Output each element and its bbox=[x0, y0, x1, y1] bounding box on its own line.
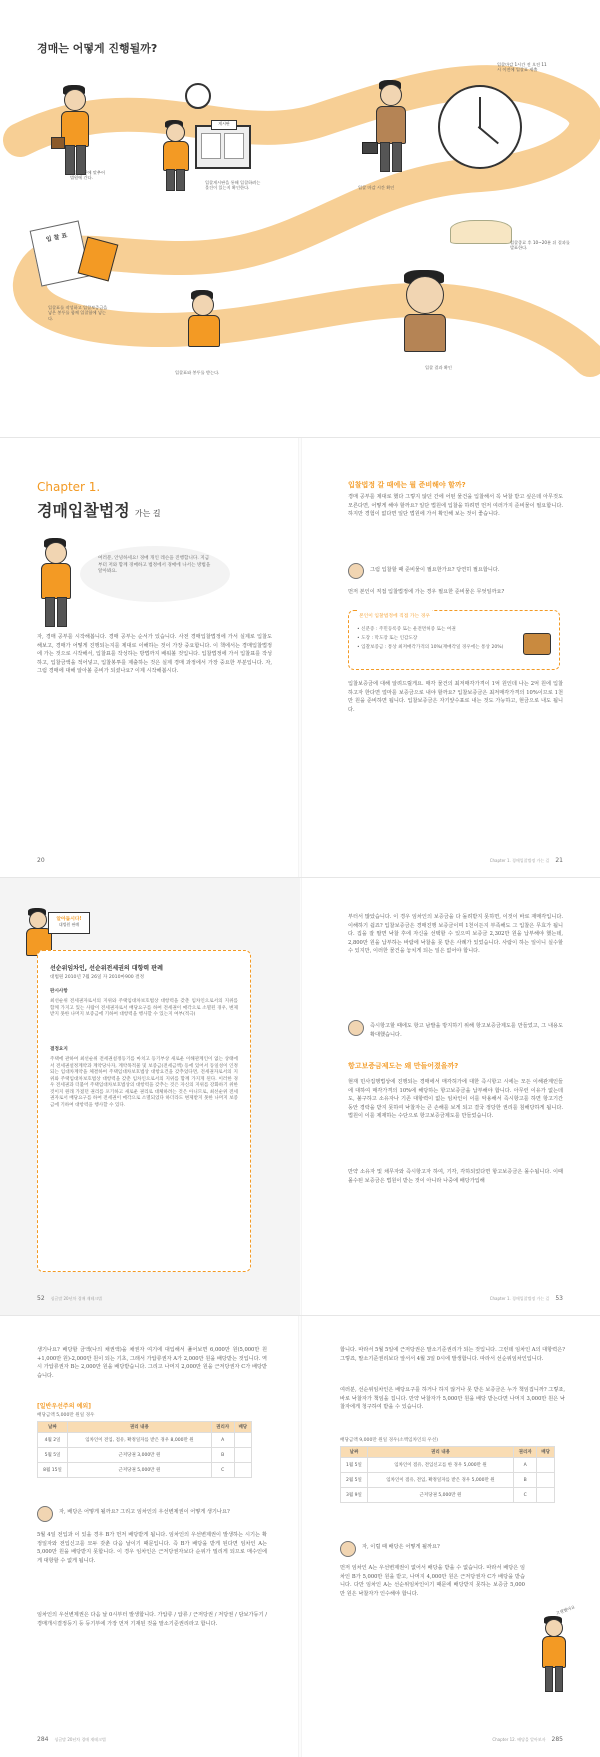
case-box bbox=[37, 950, 251, 1272]
info-item: • 입찰보증금 : 통상 최저매각가격의 10%(재매각일 경우에는 통상 20%) bbox=[357, 645, 504, 650]
right-paragraph-1: 합니다. 따라서 5월 5일에 근저당권은 말소기준권리가 되는 것입니다. 그런데 임차인 A의 대항력은? 그렇죠, 말소기준권리보다 앞서서 4월 3일 0시에 발생합니다. 따라서 선순위임차인입니다. bbox=[340, 1347, 565, 1362]
decision-text: 주택에 관하여 최선순위 전세권설정등기를 마치고 등기부상 새로운 이해관계인이 없는 상태에서 전세권설정계약과 계약당사자, 계약목적물 및 보증금(전세금액) 등에 있어서 동일성이 인정되는 임대차계약을 체결하여 주택임대차보호법상 대항요건을 갖추었다면, 전세권자로서의 지위와 주택임대차보호법상 대항력을 갖춘 임차인으로서의 지위를 함께 가지게 된다. 이러한 경우 전세권과 더불어 주택임대차보호법상의 대항력을 갖추는 것은 자신의 지위를 강화하기 위한 것이지 원래 가졌던 권리를 포기하고 새로운 권리로 대체하려는 것은 아니므로, 최선순위 전세권자로서 배당요구를 하여 전세권이 매각으로 소멸되었다 하더라도 변제받지 못한 나머지 보증금에 기하여 대항력을 행사할 수 있다. bbox=[50, 1057, 238, 1108]
running-header: Chapter 1. 경매입찰법정 가는 길 bbox=[489, 857, 550, 863]
cell bbox=[234, 1433, 251, 1448]
running-header-left: 싱글맘 20년차 경매 재테크법 bbox=[54, 1736, 106, 1742]
table-row bbox=[38, 1433, 252, 1448]
person-reading bbox=[158, 120, 194, 190]
cell: 근저당권 5,000만 원 bbox=[68, 1463, 212, 1478]
qa-text: 즉시항고할 때에도 항고 남발을 방지하기 위해 항고보증금제도를 만들었고, 그 내용도 확대했습니다. bbox=[370, 1023, 563, 1038]
page-title: 경매는 어떻게 진행될까? bbox=[37, 42, 158, 55]
briefcase-icon bbox=[51, 137, 65, 149]
info-item: • 도장 : 막도장 또는 인감도장 bbox=[357, 636, 418, 641]
right-paragraph-2: 현재 민사집행법상에 진행되는 경매에서 매각허가에 대한 즉시항고 시에는 모든 이해관계인들에 대하여 매각가격의 10%에 해당하는 항고보증금을 납부해야 합니다. 아무런 이유가 없는데도, 불구하고 소유자나 기존 대항력이 없는 임차인이 이를 악용해서 즉시항고를 하면 항고기간 동안 경락을 받지 못하여 낙찰자는 큰 손해를 보게 되고 결국 정당한 권리를 침해당하게 됩니다. 법원이 이를 제재하는 수단으로 항고보증금제도를 만들었습니다. bbox=[348, 1079, 563, 1120]
col-date: 날짜 bbox=[38, 1422, 68, 1433]
holding-text: 최선순위 전세권자로서의 지위와 주택임대차보호법상 대항력을 갖춘 임차인으로서의 지위를 함께 가지고 있는 사람이 전세권자로서 배당요구를 하여 전세권이 매각으로 소멸된 경우, 변제받지 못한 나머지 보증금에 기하여 대항력을 행사할 수 있는지 여부(적극) bbox=[50, 999, 238, 1017]
col-date: 날짜 bbox=[341, 1447, 368, 1458]
running-header-left: 싱글맘 20년차 경매 재테크법 bbox=[50, 1295, 103, 1301]
section-heading: 입찰법정 갈 때에는 뭘 준비해야 할까? bbox=[348, 481, 466, 489]
spread-distribution bbox=[0, 1315, 600, 1757]
table-row bbox=[38, 1463, 252, 1478]
right-paragraph-3: 만약 소유자 및 채무자와 즉시항고자 하여, 기각, 각하되었다면 항고보증금은 몰수됩니다. 이때 몰수된 보증금은 법원이 받는 것이 아니라 나중에 배당가입해 bbox=[348, 1169, 563, 1184]
cell bbox=[234, 1448, 251, 1463]
table-row bbox=[341, 1473, 555, 1488]
footer-left bbox=[37, 1736, 106, 1743]
person-walking bbox=[55, 85, 95, 180]
page-21 bbox=[300, 438, 600, 878]
info-item: • 신분증 : 주민등록증 또는 운전면허증 또는 여권 bbox=[357, 627, 456, 632]
page-285 bbox=[300, 1316, 600, 1757]
cell: B bbox=[514, 1473, 537, 1488]
student-face-icon bbox=[348, 563, 364, 579]
teacher-character bbox=[38, 538, 72, 628]
info-box-list bbox=[357, 625, 522, 652]
note-4: 입찰마감 1시간 전 오전 11시 이전에 입찰표 제출 bbox=[497, 62, 547, 73]
spread-chapter1 bbox=[0, 437, 600, 878]
exception-heading: [일반우선주의 예외] bbox=[37, 1403, 91, 1410]
cell: 임차인이 점유, 전입, 확정일자를 받은 경우 5,000만 원 bbox=[367, 1473, 513, 1488]
student-face-icon bbox=[340, 1541, 356, 1557]
note-6: 입찰표와 봉투를 받는다. bbox=[175, 370, 220, 375]
note-2: 입찰게시판을 통해 입찰하려는 물건이 있는지 확인한다. bbox=[205, 180, 261, 191]
clock-icon bbox=[185, 83, 211, 109]
cell: 3월 9일 bbox=[341, 1488, 368, 1503]
student-face-icon bbox=[348, 1020, 364, 1036]
table-header-row bbox=[341, 1447, 555, 1458]
qa-item bbox=[348, 1020, 563, 1039]
cell: A bbox=[211, 1433, 234, 1448]
left-paragraph-2: 5월 4일 전입과 이 있을 경우 B가 먼저 배당받게 됩니다. 임차인의 우선변제권이 발생하는 시기는 확정일자와 전입신고를 모두 갖춘 다음 날이기 때문입니다. 즉 B가 배당을 받게 된다면 임차인 A는 5,000만 원을 배당받지 못합니다. 이 경우 임차인은 근저당권자보다 순위가 밀리게 되므로 매수인에게 대항할 수 없게 됩니다. bbox=[37, 1532, 267, 1564]
note-7: 입찰종료 후 10~20분 뒤 결과를 발표한다. bbox=[510, 240, 570, 251]
badge-sign bbox=[48, 912, 90, 934]
section-heading: 항고보증금제도는 왜 만들어졌을까? bbox=[348, 1062, 459, 1070]
cell: 근저당권 5,000만 원 bbox=[367, 1488, 513, 1503]
cell: 4월 2일 bbox=[38, 1433, 68, 1448]
note-8: 입찰 결과 확인 bbox=[425, 365, 452, 370]
right-paragraph-1: 부터서 많았습니다. 이 경우 임차인의 보증금을 다 돌려받지 못하면, 이것이 바로 재매각입니다. 이해하기 쉽죠? 입찰보증금은 경매진행 보증금이며 1천이든지 부족해도 그 입찰은 무효가 됩니다. 집을 잘 팔면 낙찰 후에 자신을 선택할 수 있으며 보증금 2,302만 원을 납부해야 했는데, 2,800만 원을 납부하는 바람에 낙찰을 못 받은 사례가 있었습니다. 사람이 하는 일이니 실수할 수 있지만, 이러한 물건을 놓치게 되는 일은 없어야 합니다. bbox=[348, 914, 563, 955]
footer-right bbox=[490, 1295, 563, 1302]
waving-character bbox=[538, 1616, 568, 1696]
case-title: 선순위임차인, 선순위전세권의 대항력 판례 bbox=[50, 965, 163, 972]
board-label: 게시판 bbox=[211, 120, 237, 130]
running-header: Chapter 12. 배당을 알아보자 bbox=[492, 1736, 546, 1742]
info-box-title: 본인이 입찰법정에 직접 가는 경우 bbox=[357, 610, 432, 621]
running-header: Chapter 1. 경매입찰법정 가는 길 bbox=[489, 1295, 550, 1301]
right-paragraph-1: 경매 공부를 제대로 했다 그렇지 않던 간에 어떤 물건을 입찰해서 꼭 낙찰 받고 싶은데 아무것도 모른다면, 어떻게 해야 할까요? 일단 법원에 입찰을 하려면 먼저 여러가지 준비물이 필요합니다. 하지만 경험이 없다면 일단 법원에 가서 확인해 보는 것이 좋습니다. bbox=[348, 494, 563, 518]
page-number-left: 284 bbox=[37, 1736, 49, 1743]
col-holder: 권리자 bbox=[211, 1422, 234, 1433]
cell: 근저당권 3,000만 원 bbox=[68, 1448, 212, 1463]
col-dividend: 배당 bbox=[234, 1422, 251, 1433]
badge-title: 알아둡시다! bbox=[56, 917, 82, 922]
cell: C bbox=[514, 1488, 537, 1503]
page-number-left: 52 bbox=[37, 1295, 45, 1302]
money-pile bbox=[450, 220, 512, 244]
chapter-title-main: 경매입찰법정 bbox=[37, 501, 130, 520]
case-date: 대법원 2010년 7월 26일 자 2010마900 결정 bbox=[50, 975, 145, 980]
right-paragraph-2: 먼저 본인이 직접 입찰법정에 가는 경우 필요한 준비물은 무엇일까요? bbox=[348, 589, 505, 595]
cell: A bbox=[514, 1458, 537, 1473]
page-number-right: 53 bbox=[555, 1295, 563, 1302]
person-briefcase bbox=[370, 80, 412, 180]
left-paragraph-3: 임차인의 우선변제권은 다음 날 0시부터 발생합니다. 가압류 / 압류 / 근저당권 / 저당권 / 담보가등기 / 경매개시결정등기 등 등기부에 가장 먼저 기재된 것을 말소기준권리라고 합니다. bbox=[37, 1612, 267, 1627]
cell bbox=[537, 1488, 555, 1503]
person-surprised bbox=[400, 270, 448, 350]
distribution-table-left bbox=[37, 1421, 252, 1478]
decision-heading: 결정요지 bbox=[50, 1047, 68, 1052]
chapter-label: Chapter 1. bbox=[37, 480, 101, 494]
speech-text: 여러분, 안녕하세요! 경매 개인 레슨을 진행합니다. 지금부터 저와 함께 경매하고 법정에서 경매에 나서는 방법을 알아봐요. bbox=[98, 556, 211, 574]
right-paragraph-3: 입찰보증금에 대해 알려드릴게요. 매각 물건의 최저매각가격이 1억 원인데 나는 2억 원에 입찰하고자 한다면 얼마를 보증금으로 내야 할까요? 입찰보증금은 최저매각가격의 10%이므로 1천만 원을 준비하면 됩니다. 입찰보증금은 자기앞수표로 내는 것도 가능하고, 현금으로 내도 됩니다. bbox=[348, 681, 563, 713]
right-paragraph-3: 먼저 임차인 A는 우선변제권이 없어서 배당을 받을 수 없습니다. 따라서 배당은 임차인 B가 5,000만 원을 받고, 나머지 4,000만 원은 근저당권자 C가 배당을 받습니다. 다만 임차인 A는 선순위임차인이기 때문에 배당받지 못하는 보증금 5,000만 원은 낙찰자가 인수해야 합니다. bbox=[340, 1565, 525, 1597]
qa-item bbox=[340, 1541, 565, 1557]
page-52 bbox=[0, 878, 300, 1316]
person-writing bbox=[185, 290, 223, 350]
table-header-row bbox=[38, 1422, 252, 1433]
note-1: 입찰 시간에 맞추어 법원에 간다. bbox=[70, 170, 106, 181]
cell: 1월 5일 bbox=[341, 1458, 368, 1473]
speech-bubble bbox=[80, 546, 230, 602]
page-number-left: 20 bbox=[37, 857, 45, 864]
qa-item bbox=[37, 1506, 267, 1522]
bag-icon bbox=[362, 142, 378, 154]
qa-item bbox=[348, 563, 563, 579]
col-dividend: 배당 bbox=[537, 1447, 555, 1458]
badge-subtitle: 대법원 판례 bbox=[58, 922, 80, 927]
bulletin-board bbox=[195, 121, 251, 169]
page-284 bbox=[0, 1316, 300, 1757]
info-box bbox=[348, 610, 560, 670]
sign-text: 고생했어요 bbox=[554, 1604, 576, 1616]
footer-left bbox=[37, 1295, 102, 1302]
col-holder: 권리자 bbox=[514, 1447, 537, 1458]
page-53 bbox=[300, 878, 600, 1316]
page-number-right: 21 bbox=[555, 857, 563, 864]
table-row bbox=[38, 1448, 252, 1463]
footer-right bbox=[492, 1736, 563, 1743]
cell bbox=[537, 1473, 555, 1488]
page-number-right: 285 bbox=[551, 1736, 563, 1743]
wall-clock-icon bbox=[438, 85, 522, 169]
page-20 bbox=[0, 438, 300, 878]
chapter-title-sub: 가는 길 bbox=[134, 509, 161, 518]
cell: 임차인이 전입, 점유, 확정일자를 받은 경우 8,000만 원 bbox=[68, 1433, 212, 1448]
distribution-table-right bbox=[340, 1446, 555, 1503]
holding-heading: 판시사항 bbox=[50, 989, 68, 994]
spread-case-law bbox=[0, 877, 600, 1316]
footer-right bbox=[490, 857, 563, 864]
stamp-bag-icon bbox=[523, 633, 551, 655]
chapter-title bbox=[37, 498, 161, 521]
cell bbox=[537, 1458, 555, 1473]
qa-text: 그럼 입찰할 때 준비물이 필요한가요? 당연히 필요합니다. bbox=[370, 567, 500, 573]
spread-illustration bbox=[0, 0, 600, 437]
cell: 8월 15일 bbox=[38, 1463, 68, 1478]
qa-text: 자, 배당은 어떻게 될까요? 그리고 임차인의 우선변제권이 어떻게 생기나요? bbox=[59, 1509, 230, 1515]
table-row bbox=[341, 1458, 555, 1473]
cell bbox=[234, 1463, 251, 1478]
cell: B bbox=[211, 1448, 234, 1463]
table-row bbox=[341, 1488, 555, 1503]
qa-text: 자, 이럴 때 배당은 어떻게 될까요? bbox=[362, 1544, 440, 1550]
col-right: 권리 내용 bbox=[367, 1447, 513, 1458]
student-face-icon bbox=[37, 1506, 53, 1522]
cell: 5월 5일 bbox=[38, 1448, 68, 1463]
right-paragraph-2: 여러분, 선순위임차인은 배당요구를 하거나 하지 않거나 못 받은 보증금은 누가 책임집니까? 그렇죠, 바로 낙찰자가 책임을 집니다. 만약 낙찰자가 5,000만 원을 배당 받는다면 나머지 3,000만 원은 낙찰자에게 청구하여 받을 수 있습니다. bbox=[340, 1387, 565, 1411]
note-5: 입찰표를 작성하고 입찰보증금을 넣은 봉투를 함께 입찰함에 넣는다. bbox=[48, 305, 108, 321]
cell: 2월 5일 bbox=[341, 1473, 368, 1488]
intro-paragraph: 자, 경매 공부를 시작해봅니다. 경매 공부는 순서가 있습니다. 사전 경매입찰법정에 가서 실제로 입찰도 해보고, 경매가 어떻게 진행되는지를 제대로 이해하는 것이 가장 중요합니다. 이 책에서는 경매입찰법정에 가는 것으로 시작해서, 입찰표를 작성하는 방법까지 배워볼 것입니다. 입찰법정에 가서 입찰표를 작성하고, 입찰금액을 적어넣고, 입찰봉투를 제출하는 것은 실제 경매 과정에서 가장 중요한 부분입니다. 자, 그럼 경매에 대해 알아볼 준비가 되셨나요? 이제 시작해봅시다. bbox=[37, 634, 272, 675]
table-caption: 배당금액 5,000만 원일 경우 bbox=[37, 1413, 95, 1418]
note-3: 입찰 마감 시간 확인 bbox=[358, 185, 395, 190]
cell: C bbox=[211, 1463, 234, 1478]
table-caption-right: 배당금액 9,000만 원일 경우(소액임차인의 우선) bbox=[340, 1438, 439, 1443]
left-paragraph-1: 생기나요? 배당할 금액(나의 채권액)을 채권자 여기에 대입해서 풀어보면 6,000만 원(5,000만 원+1,000만 원)-2,000만 원이 되는 기초, 그래서 가압류권자 A가 2,000만 원을 배당받는 것입니다. 역시 가압류권자 B는 2,000만 원을 배당받습니다. 그리고 나머지 2,000만 원을 근저당권자 C가 배당받습니다. bbox=[37, 1347, 267, 1379]
cell: 임차인이 점유, 전입신고를 한 경우 5,000만 원 bbox=[367, 1458, 513, 1473]
doc-label: 입 찰 표 bbox=[45, 232, 68, 244]
col-right: 권리 내용 bbox=[68, 1422, 212, 1433]
